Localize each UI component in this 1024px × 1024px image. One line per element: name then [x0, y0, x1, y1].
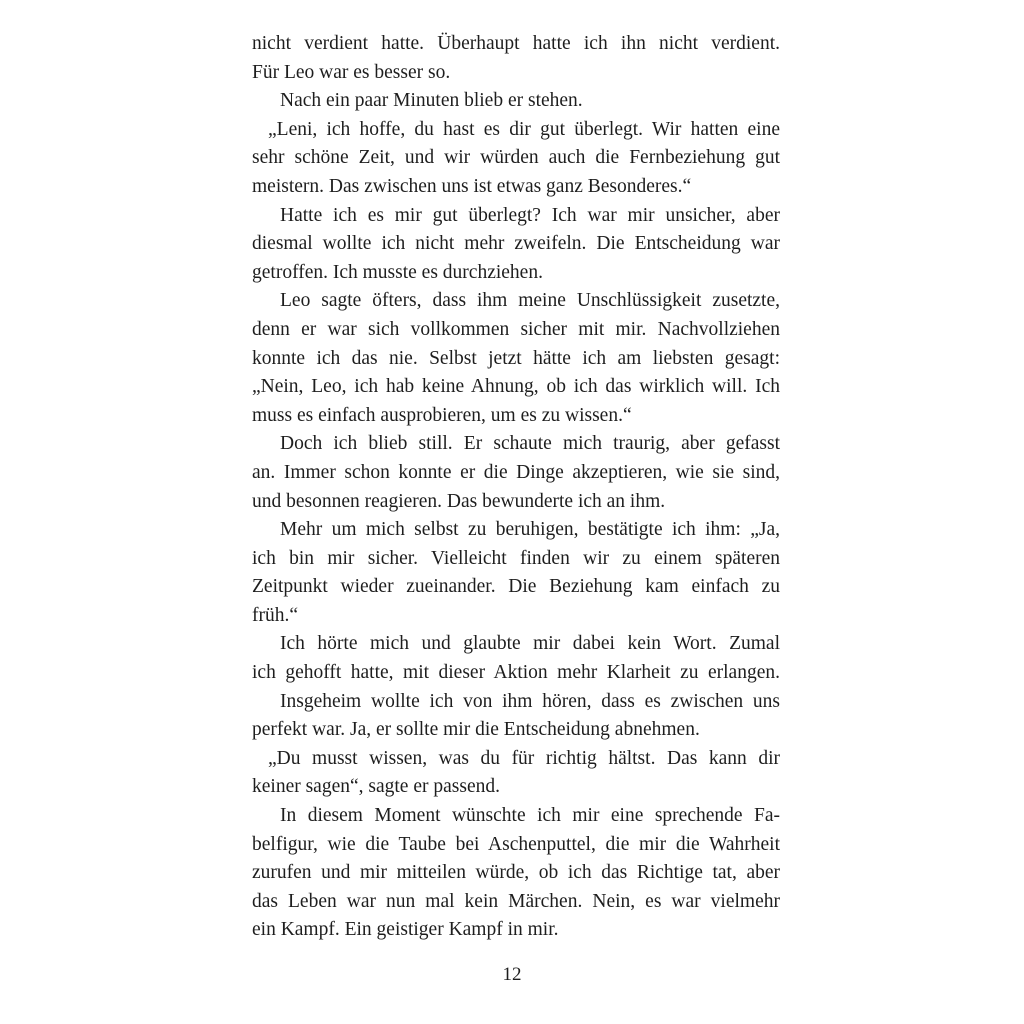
body-text [252, 30, 780, 945]
text-line: Doch ich blieb still. Er schaute mich traurig, aber gefasst [280, 433, 780, 455]
text-line: sehr schöne Zeit, und wir würden auch die Fernbeziehung gut [252, 147, 780, 169]
text-line: meistern. Das zwischen uns ist etwas ganz Besonderes.“ [252, 175, 692, 197]
text-line: Nach ein paar Minuten blieb er stehen. [280, 90, 583, 112]
text-line: In diesem Moment wünschte ich mir eine sprechende Fa- [280, 805, 780, 827]
text-line: ich bin mir sicher. Vielleicht finden wir zu einem späteren [252, 547, 780, 569]
text-line: früh.“ [252, 604, 299, 626]
text-line: diesmal wollte ich nicht mehr zweifeln. Die Entscheidung war [252, 233, 780, 255]
text-line: getroffen. Ich musste es durchziehen. [252, 261, 543, 283]
text-line: nicht verdient hatte. Überhaupt hatte ich ihn nicht verdient. [252, 33, 780, 54]
text-line: und besonnen reagieren. Das bewunderte ich an ihm. [252, 490, 666, 512]
text-line: Zeitpunkt wieder zueinander. Die Beziehung kam einfach zu [252, 576, 780, 598]
text-line: „Nein, Leo, ich hab keine Ahnung, ob ich das wirklich will. Ich [252, 376, 780, 398]
text-line: konnte ich das nie. Selbst jetzt hätte ich am liebsten gesagt: [252, 347, 780, 369]
text-line: „Leni, ich hoffe, du hast es dir gut überlegt. Wir hatten eine [268, 118, 780, 140]
text-line: denn er war sich vollkommen sicher mit mir. Nachvollziehen [252, 318, 780, 340]
text-line: Mehr um mich selbst zu beruhigen, bestätigte ich ihm: „Ja, [280, 519, 780, 541]
text-line: belfigur, wie die Taube bei Aschenputtel, die mir die Wahrheit [252, 833, 780, 855]
text-line: zurufen und mir mitteilen würde, ob ich das Richtige tat, aber [252, 862, 780, 884]
text-line: Für Leo war es besser so. [252, 61, 451, 83]
page-number: 12 [502, 964, 522, 985]
text-line: Ich hörte mich und glaubte mir dabei kein Wort. Zumal [280, 633, 780, 655]
text-line: an. Immer schon konnte er die Dinge akzeptieren, wie sie sind, [252, 461, 780, 483]
text-line: ein Kampf. Ein geistiger Kampf in mir. [252, 919, 559, 941]
text-line: ich gehofft hatte, mit dieser Aktion mehr Klarheit zu erlangen. [252, 662, 780, 684]
text-line: perfekt war. Ja, er sollte mir die Entscheidung abnehmen. [252, 719, 700, 741]
text-line: „Du musst wissen, was du für richtig hältst. Das kann dir [268, 747, 780, 769]
text-line: Hatte ich es mir gut überlegt? Ich war mir unsicher, aber [280, 204, 780, 226]
text-line: keiner sagen“, sagte er passend. [252, 776, 500, 798]
text-line: muss es einfach ausprobieren, um es zu wissen.“ [252, 404, 632, 426]
text-line: Leo sagte öfters, dass ihm meine Unschlüssigkeit zusetzte, [280, 290, 780, 312]
text-line: Insgeheim wollte ich von ihm hören, dass es zwischen uns [280, 690, 780, 712]
text-line: das Leben war nun mal kein Märchen. Nein, es war vielmehr [252, 890, 780, 912]
